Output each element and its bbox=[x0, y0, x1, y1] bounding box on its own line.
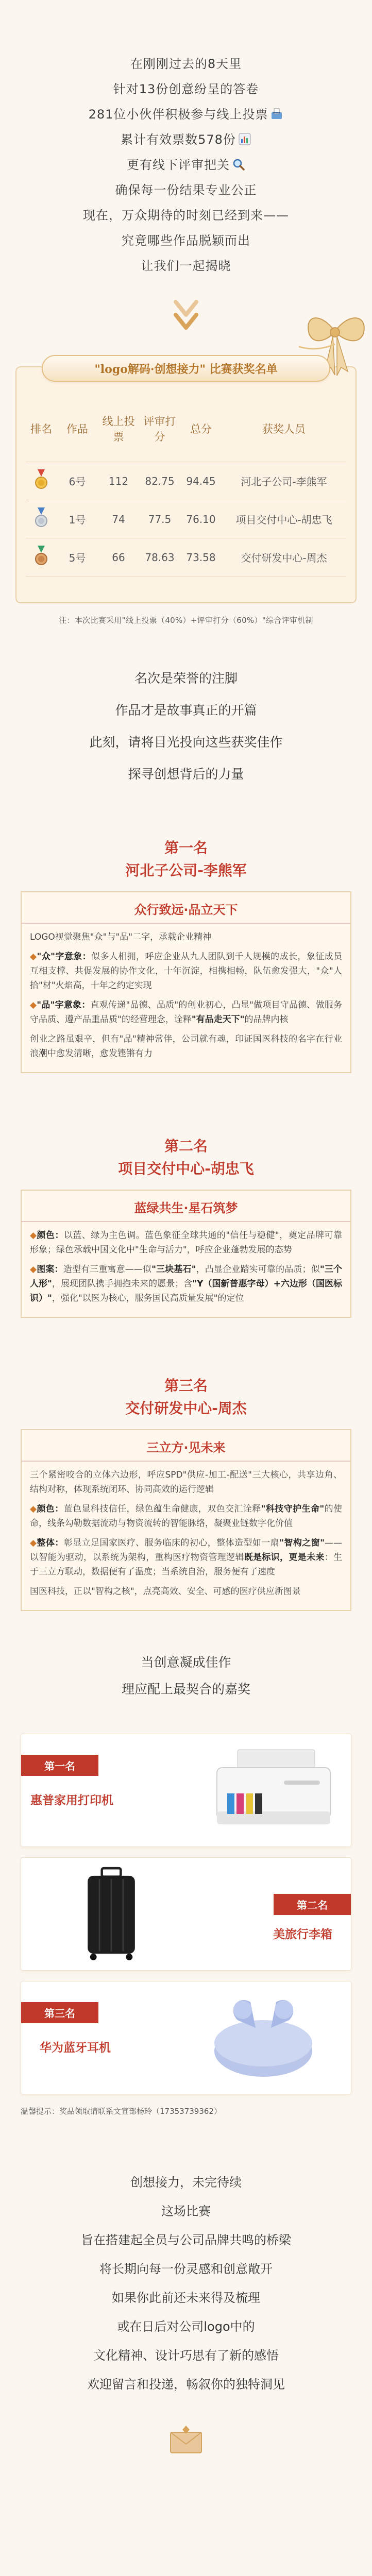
para-body: ，展现团队携手拥抱未来的愿景；含 bbox=[52, 1279, 193, 1289]
paragraph bbox=[30, 1536, 342, 1579]
diamond-icon: ◆ bbox=[30, 1264, 37, 1275]
third-place-heading bbox=[0, 1375, 372, 1420]
prize-intro bbox=[0, 1649, 372, 1703]
work-cell: 5号 bbox=[69, 552, 86, 564]
para-body: 以蓝、绿为主色调。蓝色象征全球共通的"信任与稳健"，奠定品牌可靠形象；绿色承载中国文化中"生命与活力"，呼应企业蓬勃发展的态势 bbox=[30, 1230, 343, 1255]
intro-line bbox=[0, 127, 372, 152]
paragraph bbox=[30, 1502, 342, 1531]
prize-intro-line: 理应配上最契合的嘉奖 bbox=[121, 1682, 250, 1697]
rank-label: 第二名 bbox=[164, 1138, 208, 1155]
total-cell: 76.10 bbox=[186, 513, 216, 526]
mid-section bbox=[0, 663, 372, 790]
para-body: 的使命，线条勾勒数据流动与物资流转的智能脉络，凝聚业链数字化价值 bbox=[30, 1504, 343, 1529]
paragraph bbox=[30, 1228, 342, 1257]
header-cell: 评审打分 bbox=[143, 415, 176, 443]
mid-line: 作品才是故事真正的开篇 bbox=[115, 703, 257, 718]
total-cell: 73.58 bbox=[186, 551, 216, 564]
outro-section bbox=[0, 2168, 372, 2399]
intro-line-text: 更有线下评审把关 bbox=[127, 158, 230, 172]
winner-name: 项目交付中心-胡忠飞 bbox=[118, 1160, 254, 1177]
para-highlight: 既是标识，更是未来 bbox=[244, 1552, 325, 1563]
outro-line: 文化精神、设计巧思有了新的感悟 bbox=[93, 2348, 279, 2363]
intro-line bbox=[0, 102, 372, 127]
outro-line: 创想接力，未完待续 bbox=[130, 2175, 242, 2190]
intro-line-text: 累计有效票数578份 bbox=[121, 132, 236, 147]
prize-rank-label: 第二名 bbox=[274, 1894, 351, 1915]
header-cell: 排名 bbox=[30, 422, 52, 435]
intro-line: 究竟哪些作品脱颖而出 bbox=[122, 233, 250, 248]
prize-card-second bbox=[21, 1857, 351, 1971]
review-cell: 78.63 bbox=[145, 551, 175, 564]
review-cell: 77.5 bbox=[148, 513, 172, 526]
intro-line bbox=[0, 152, 372, 178]
para-highlight: "Y（国新普惠字母）+六边形（国医标识）" bbox=[30, 1279, 343, 1303]
prize-card-first bbox=[21, 1734, 351, 1847]
para-head: 颜色： bbox=[37, 1504, 64, 1514]
diamond-icon: ◆ bbox=[30, 952, 37, 962]
outro-line: 如果你此前还未来得及梳理 bbox=[112, 2291, 260, 2305]
diamond-icon: ◆ bbox=[30, 1000, 37, 1010]
para-body: 似多人相拥，呼应企业从九人团队到千人规模的成长，象征成员互相支撑、共促发展的协作文化，十年沉淀，相携相畅，队伍愈发强大，"众"人拾"材"火焰高，十年之约定实现 bbox=[30, 952, 343, 991]
para-body: 蓝色显科技信任，绿色蕴生命健康，双色交汇诠释 bbox=[63, 1504, 261, 1514]
work-cell: 6号 bbox=[69, 476, 86, 488]
gold-medal-icon bbox=[33, 469, 49, 490]
intro-line-text: 281位小伙伴积极参与线上投票 bbox=[88, 107, 268, 122]
prize-card-third bbox=[21, 1981, 351, 2094]
work-title: 众行致远·品立天下 bbox=[22, 900, 350, 924]
outro-line: 或在日后对公司logo中的 bbox=[117, 2319, 255, 2334]
diamond-icon: ◆ bbox=[30, 1230, 37, 1241]
prize-name: 美旅行李箱 bbox=[273, 1928, 332, 1941]
intro-line: 现在，万众期待的时刻已经到来—— bbox=[83, 208, 289, 223]
para-body: ，强化"以医为核心，服务国民高质量发展"的定位 bbox=[52, 1293, 244, 1303]
paragraph: 三个紧密咬合的立体六边形，呼应SPD"供应-加工-配送"三大核心，共享边角、结构对称，体现系统闭环、协同高效的运行逻辑 bbox=[30, 1470, 342, 1495]
paragraph bbox=[30, 1262, 342, 1306]
results-card bbox=[15, 362, 357, 603]
para-highlight: "科技守护生命" bbox=[261, 1504, 325, 1514]
prize-rank-label: 第一名 bbox=[21, 1755, 98, 1776]
outro-line: 这场比赛 bbox=[161, 2204, 211, 2218]
rank-label: 第一名 bbox=[164, 839, 208, 856]
outro-line: 欢迎留言和投递，畅叙你的独特洞见 bbox=[87, 2377, 285, 2392]
prize-intro-line: 当创意凝成佳作 bbox=[141, 1655, 231, 1670]
prize-name: 华为蓝牙耳机 bbox=[40, 2041, 111, 2055]
prize-name: 惠普家用打印机 bbox=[30, 1794, 113, 1807]
para-body: 造型有三重寓意——似 bbox=[63, 1264, 152, 1275]
prize-rank-label: 第三名 bbox=[21, 2002, 98, 2023]
table-row bbox=[26, 538, 346, 577]
para-body: 的品牌内核 bbox=[244, 1014, 289, 1025]
para-body: ：生于三立方联动，数据便有了温度；当系统自治，服务便有了速度 bbox=[30, 1552, 343, 1577]
ballot-box-icon bbox=[270, 107, 283, 121]
diamond-icon: ◆ bbox=[30, 1538, 37, 1548]
header-cell: 获奖人员 bbox=[262, 422, 306, 435]
work-cell: 1号 bbox=[69, 514, 86, 526]
mid-line: 探寻创想背后的力量 bbox=[128, 767, 244, 782]
magnifier-icon bbox=[232, 158, 245, 171]
para-body: 彰显立足国家医疗、服务临床的初心，整体造型如一扇 bbox=[63, 1538, 280, 1548]
para-body: ，凸显企业踏实可靠的品质；似 bbox=[196, 1264, 320, 1275]
para-highlight: "有品走天下" bbox=[191, 1014, 245, 1025]
bronze-medal-icon bbox=[33, 546, 49, 566]
para-head: 图案： bbox=[37, 1264, 63, 1275]
para-body: 直观传递"品德、品质"的创业初心，凸显"做项目守品德、做服务守品质、遵产品重品质"的经营理念，诠释 bbox=[30, 1000, 343, 1025]
third-place-box bbox=[21, 1429, 351, 1611]
para-head: 整体： bbox=[37, 1538, 64, 1548]
paragraph: LOGO视觉聚焦"众"与"品"二字，承载企业精神 bbox=[30, 932, 212, 942]
para-body: ——以智能为驱动，以系统为架构，重构医疗物资管理逻辑 bbox=[30, 1538, 343, 1563]
second-place-box bbox=[21, 1190, 351, 1318]
paragraph: 创业之路虽艰辛，但有"品"精神常伴，公司就有魂，印证国医科技的名字在行业浪潮中愈发清晰，愈发铿锵有力 bbox=[30, 1034, 342, 1059]
para-highlight: "智构之窗" bbox=[279, 1538, 325, 1548]
para-highlight: "三块基石" bbox=[151, 1264, 196, 1275]
para-head: "品"字意象： bbox=[37, 1000, 91, 1010]
intro-line: 在刚刚过去的8天里 bbox=[130, 57, 242, 71]
online-cell: 66 bbox=[112, 551, 125, 564]
table-row bbox=[26, 500, 346, 538]
winner-name: 河北子公司-李熊军 bbox=[125, 862, 247, 879]
table-header-row bbox=[26, 396, 346, 462]
earbuds-icon bbox=[207, 1989, 320, 2082]
intro-line: 让我们一起揭晓 bbox=[141, 259, 231, 273]
outro-line: 旨在搭建起全员与公司品牌共鸣的桥梁 bbox=[81, 2233, 291, 2247]
first-place-heading bbox=[0, 837, 372, 882]
first-place-box bbox=[21, 891, 351, 1073]
chevron-down-icon bbox=[171, 299, 201, 335]
header-cell: 线上投票 bbox=[102, 415, 135, 443]
second-place-heading bbox=[0, 1135, 372, 1180]
results-title: "logo解码·创想接力" 比赛获奖名单 bbox=[42, 355, 330, 382]
mid-line: 此刻，请将目光投向这些获奖佳作 bbox=[89, 735, 283, 750]
para-head: 颜色： bbox=[37, 1230, 64, 1241]
winner-cell: 项目交付中心-胡忠飞 bbox=[235, 514, 332, 526]
total-cell: 94.45 bbox=[186, 474, 216, 487]
prize-footnote: 温馨提示：奖品领取请联系文宣部杨玲（17353739362） bbox=[21, 2107, 222, 2116]
header-cell: 作品 bbox=[66, 422, 88, 435]
winner-name: 交付研发中心-周杰 bbox=[125, 1400, 247, 1417]
paragraph bbox=[30, 998, 342, 1027]
intro-section bbox=[0, 0, 372, 279]
mid-line: 名次是荣誉的注脚 bbox=[134, 671, 238, 686]
envelope-icon bbox=[168, 2425, 204, 2455]
review-cell: 82.75 bbox=[145, 474, 175, 487]
para-highlight: "三个人形" bbox=[30, 1264, 343, 1289]
work-title: 蓝绿共生·星石筑梦 bbox=[22, 1198, 350, 1222]
paragraph bbox=[30, 950, 342, 993]
online-cell: 112 bbox=[108, 474, 129, 487]
online-cell: 74 bbox=[112, 513, 125, 526]
results-table bbox=[26, 396, 346, 577]
silver-medal-icon bbox=[33, 507, 49, 528]
rank-label: 第三名 bbox=[164, 1377, 208, 1394]
work-title: 三立方·见未来 bbox=[22, 1437, 350, 1462]
bar-chart-icon bbox=[238, 132, 251, 146]
table-row bbox=[26, 462, 346, 500]
printer-icon bbox=[207, 1744, 341, 1837]
paragraph: 国医科技，正以"智构之核"，点亮高效、安全、可感的医疗供应新图景 bbox=[30, 1586, 301, 1597]
diamond-icon: ◆ bbox=[30, 1504, 37, 1514]
intro-line: 确保每一份结果专业公正 bbox=[115, 183, 257, 197]
winner-cell: 交付研发中心-周杰 bbox=[241, 552, 327, 564]
scoring-note: 注：本次比赛采用"线上投票（40%）+评审打分（60%）"综合评审机制 bbox=[59, 616, 313, 625]
para-head: "众"字意象： bbox=[37, 952, 92, 962]
header-cell: 总分 bbox=[190, 422, 212, 435]
outro-line: 将长期向每一份灵感和创意敞开 bbox=[99, 2262, 273, 2276]
suitcase-icon bbox=[83, 1863, 140, 1966]
winner-cell: 河北子公司-李熊军 bbox=[241, 476, 327, 488]
intro-line: 针对13份创意纷呈的答卷 bbox=[113, 82, 259, 96]
